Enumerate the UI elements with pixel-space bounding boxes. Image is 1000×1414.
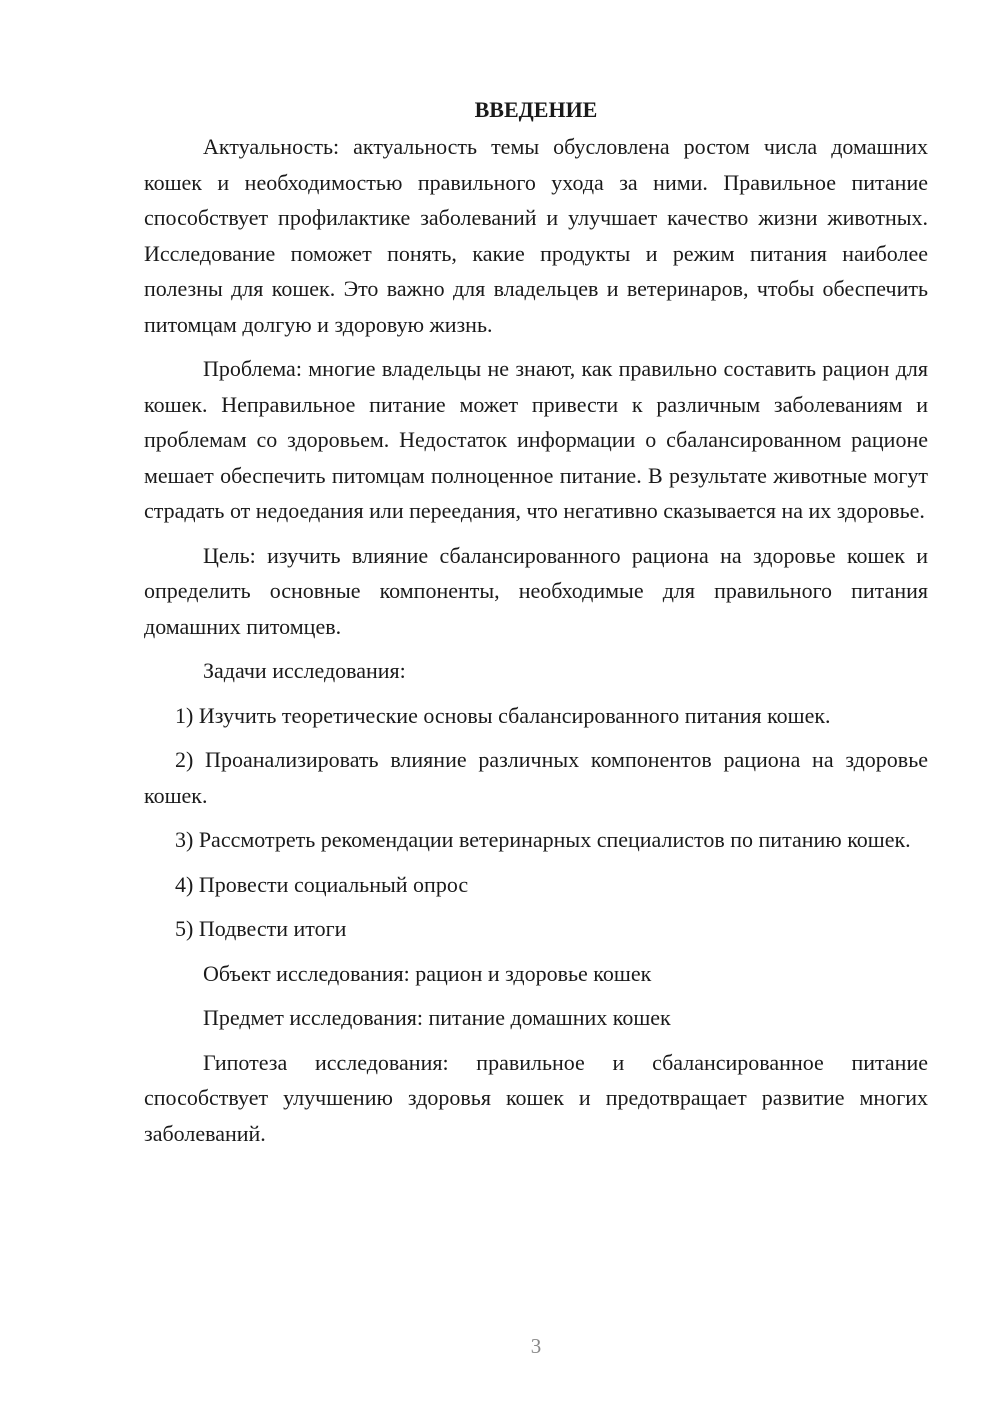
research-object: Объект исследования: рацион и здоровье кошек bbox=[203, 960, 652, 986]
task-item-5: 5) Подвести итоги bbox=[175, 916, 347, 941]
problem-paragraph: Проблема: многие владельцы не знают, как правильно составить рацион для кошек. Неправильное питание может привести к различным заболеваниям и проблемам со здоровьем. Недостаток информации о сбалансированном рационе мешает обеспечить питомцам полноценное питание. В результате животные могут страдать от недоедания или переедания, что негативно сказывается на их здоровье. bbox=[144, 356, 928, 523]
tasks-heading: Задачи исследования: bbox=[203, 658, 406, 683]
research-subject: Предмет исследования: питание домашних кошек bbox=[203, 1005, 671, 1030]
relevance-paragraph: Актуальность: актуальность темы обусловлена ростом числа домашних кошек и необходимостью правильного ухода за ними. Правильное питание способствует профилактике заболеваний и улучшает качество жизни животных. Исследование поможет понять, какие продукты и режим питания наиболее полезны для кошек. Это важно для владельцев и ветеринаров, чтобы обеспечить питомцам долгую и здоровую жизнь. bbox=[144, 134, 928, 337]
task-item-4: 4) Провести социальный опрос bbox=[175, 871, 469, 897]
task-item-3: 3) Рассмотреть рекомендации ветеринарных специалистов по питанию кошек. bbox=[175, 827, 911, 852]
goal-paragraph: Цель: изучить влияние сбалансированного рациона на здоровье кошек и определить основные компоненты, необходимые для правильного питания домашних питомцев. bbox=[144, 542, 928, 639]
task-item-1: 1) Изучить теоретические основы сбалансированного питания кошек. bbox=[175, 702, 831, 728]
task-item-2: 2) Проанализировать влияние различных компонентов рациона на здоровье кошек. bbox=[144, 747, 928, 808]
page-title: ВВЕДЕНИЕ bbox=[474, 97, 598, 122]
page-content bbox=[144, 92, 928, 1160]
research-hypothesis: Гипотеза исследования: правильное и сбалансированное питание способствует улучшению здоровья кошек и предотвращает развитие многих заболеваний. bbox=[144, 1049, 928, 1146]
page-number: 3 bbox=[530, 1334, 542, 1358]
